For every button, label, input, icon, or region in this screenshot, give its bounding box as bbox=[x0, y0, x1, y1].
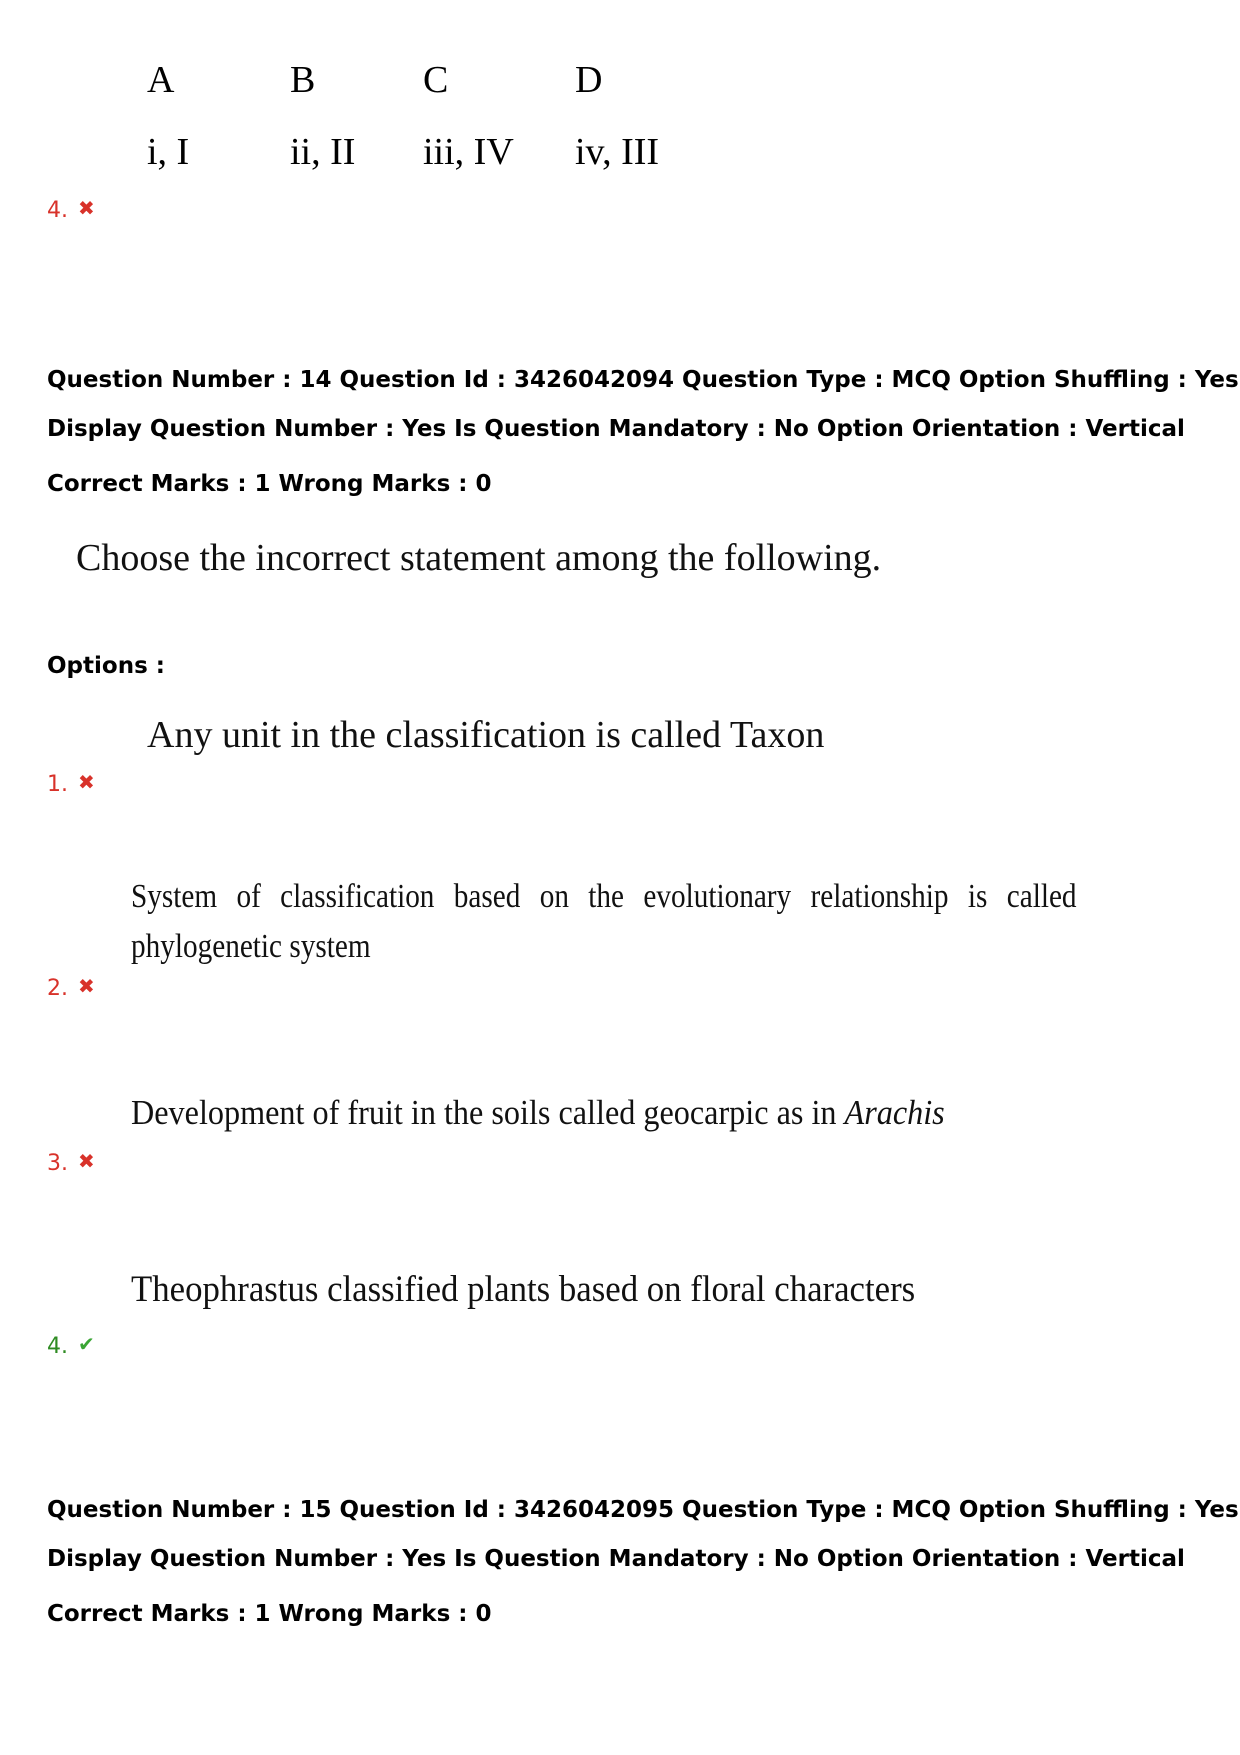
q14-meta-line2: Display Question Number : Yes Is Question Mandatory : No Option Orientation : Vertical bbox=[47, 416, 1185, 442]
option-number: 3. bbox=[47, 1151, 68, 1176]
q15-meta-line2: Display Question Number : Yes Is Question Mandatory : No Option Orientation : Vertical bbox=[47, 1546, 1185, 1572]
option-number: 4. bbox=[47, 198, 68, 223]
cross-icon: ✖ bbox=[78, 770, 95, 794]
option-3-number bbox=[47, 1149, 95, 1176]
q14-meta-line3: Correct Marks : 1 Wrong Marks : 0 bbox=[47, 471, 492, 497]
option-1-text: Any unit in the classification is called Taxon bbox=[147, 714, 825, 756]
prev-option-4 bbox=[47, 196, 95, 223]
option-3-text-main: Development of fruit in the soils called geocarpic as in bbox=[131, 1093, 845, 1132]
option-2-text-line1: System of classification based on the evolutionary relationship is called bbox=[131, 878, 1077, 915]
option-1-number bbox=[47, 770, 95, 797]
match-value-a: i, I bbox=[147, 131, 190, 173]
question-text: Choose the incorrect statement among the following. bbox=[76, 537, 882, 579]
option-3-text bbox=[131, 1093, 945, 1133]
option-3-text-italic: Arachis bbox=[844, 1093, 945, 1132]
q15-meta-line3: Correct Marks : 1 Wrong Marks : 0 bbox=[47, 1601, 492, 1627]
option-4-text: Theophrastus classified plants based on floral characters bbox=[131, 1269, 916, 1310]
option-2-text-line2: phylogenetic system bbox=[131, 928, 371, 965]
q15-meta-line1: Question Number : 15 Question Id : 3426042095 Question Type : MCQ Option Shuffling : Yes bbox=[47, 1497, 1239, 1523]
option-4-number bbox=[47, 1332, 95, 1359]
q14-meta-line1: Question Number : 14 Question Id : 3426042094 Question Type : MCQ Option Shuffling : Yes bbox=[47, 367, 1239, 393]
match-header-b: B bbox=[290, 59, 316, 101]
match-value-c: iii, IV bbox=[423, 131, 514, 173]
option-number: 1. bbox=[47, 772, 68, 797]
match-value-d: iv, III bbox=[575, 131, 660, 173]
match-header-d: D bbox=[575, 59, 603, 101]
match-header-c: C bbox=[423, 59, 449, 101]
options-label: Options : bbox=[47, 653, 165, 679]
cross-icon: ✖ bbox=[78, 1149, 95, 1173]
cross-icon: ✖ bbox=[78, 974, 95, 998]
check-icon: ✔ bbox=[78, 1332, 95, 1356]
match-header-a: A bbox=[147, 59, 175, 101]
option-2-number bbox=[47, 974, 95, 1001]
option-number: 2. bbox=[47, 976, 68, 1001]
cross-icon: ✖ bbox=[78, 196, 95, 220]
match-value-b: ii, II bbox=[290, 131, 356, 173]
option-number: 4. bbox=[47, 1334, 68, 1359]
